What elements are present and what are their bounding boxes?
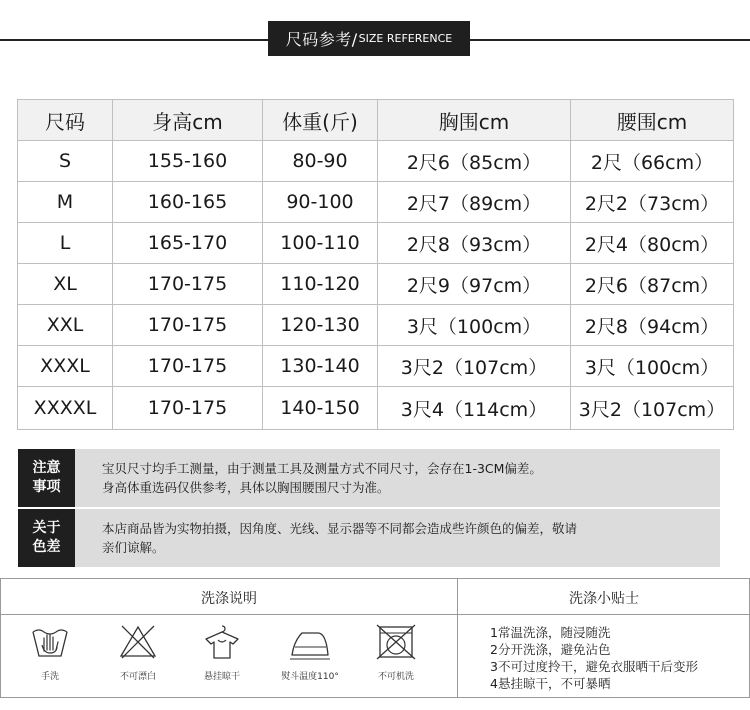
table-row — [18, 182, 734, 223]
cell-height: 170-175 — [113, 346, 263, 387]
cell-weight: 90-100 — [263, 182, 378, 223]
table-row — [18, 305, 734, 346]
header-cell: 胸围cm — [378, 100, 571, 141]
size-table-header — [18, 100, 734, 141]
cell-height: 155-160 — [113, 141, 263, 182]
note-text — [102, 519, 712, 557]
care-icon-label: 手洗 — [40, 672, 59, 682]
note-text — [102, 459, 712, 497]
cell-weight: 110-120 — [263, 264, 378, 305]
hand-wash-icon — [30, 623, 70, 661]
care-icon-label: 不可漂白 — [119, 672, 156, 682]
header-cell: 腰围cm — [571, 100, 734, 141]
note-tag: 关于色差 — [18, 509, 75, 567]
note-color-difference — [18, 509, 720, 567]
iron-icon — [288, 623, 332, 661]
header-line-right — [470, 39, 750, 41]
cell-chest: 2尺9（97cm） — [378, 264, 571, 305]
care-tips-list — [490, 624, 698, 692]
header-cell: 尺码 — [18, 100, 113, 141]
note-line: 亲们谅解。 — [102, 540, 165, 555]
cell-chest: 2尺8（93cm） — [378, 223, 571, 264]
cell-chest: 3尺（100cm） — [378, 305, 571, 346]
cell-waist: 3尺（100cm） — [571, 346, 734, 387]
care-icon-no-bleach — [103, 623, 173, 682]
header-line-left — [0, 39, 268, 41]
header-cell: 体重(斤) — [263, 100, 378, 141]
cell-chest: 3尺2（107cm） — [378, 346, 571, 387]
no-bleach-icon — [118, 623, 158, 661]
note-attention — [18, 449, 720, 507]
cell-size: L — [18, 223, 113, 264]
care-instructions-title: 洗涤说明 — [201, 591, 257, 607]
care-tips-title: 洗涤小贴士 — [569, 591, 639, 607]
hang-dry-icon — [202, 623, 242, 661]
tip-item: 1常温洗涤，随浸随洗 — [490, 625, 611, 640]
tip-item: 3不可过度拎干，避免衣服晒干后变形 — [490, 659, 698, 674]
cell-height: 170-175 — [113, 264, 263, 305]
no-machine-wash-icon — [374, 623, 418, 661]
cell-chest: 3尺4（114cm） — [378, 387, 571, 430]
header-cell: 身高cm — [113, 100, 263, 141]
cell-chest: 2尺6（85cm） — [378, 141, 571, 182]
cell-waist: 2尺（66cm） — [571, 141, 734, 182]
cell-waist: 3尺2（107cm） — [571, 387, 734, 430]
cell-height: 170-175 — [113, 305, 263, 346]
care-icon-label: 熨斗温度110° — [281, 672, 339, 682]
cell-size: XXXXL — [18, 387, 113, 430]
cell-waist: 2尺8（94cm） — [571, 305, 734, 346]
cell-chest: 2尺7（89cm） — [378, 182, 571, 223]
care-icon-label: 不可机洗 — [377, 672, 414, 682]
care-icon-iron — [275, 623, 345, 682]
cell-size: XL — [18, 264, 113, 305]
table-row — [18, 223, 734, 264]
cell-size: XXXL — [18, 346, 113, 387]
care-icon-hand-wash — [15, 623, 85, 682]
cell-height: 165-170 — [113, 223, 263, 264]
note-line: 身高体重选码仅供参考，具体以胸围腰围尺寸为准。 — [102, 480, 390, 495]
cell-weight: 120-130 — [263, 305, 378, 346]
table-row — [18, 141, 734, 182]
title-en: SIZE REFERENCE — [358, 32, 453, 45]
cell-size: XXL — [18, 305, 113, 346]
cell-weight: 130-140 — [263, 346, 378, 387]
cell-weight: 140-150 — [263, 387, 378, 430]
care-icon-label: 悬挂晾干 — [203, 672, 240, 682]
cell-weight: 80-90 — [263, 141, 378, 182]
tip-item: 4悬挂晾干，不可暴晒 — [490, 676, 611, 691]
table-row — [18, 264, 734, 305]
care-icon-hang-dry — [187, 623, 257, 682]
cell-waist: 2尺6（87cm） — [571, 264, 734, 305]
page-title — [268, 21, 470, 56]
cell-weight: 100-110 — [263, 223, 378, 264]
note-line: 本店商品皆为实物拍摄，因角度、光线、显示器等不同都会造成些许颜色的偏差，敬请 — [102, 521, 578, 536]
size-table — [17, 99, 734, 430]
cell-size: S — [18, 141, 113, 182]
note-line: 宝贝尺寸均手工测量，由于测量工具及测量方式不同尺寸，会存在1-3CM偏差。 — [102, 461, 542, 476]
care-divider-horizontal — [1, 614, 749, 615]
cell-waist: 2尺2（73cm） — [571, 182, 734, 223]
tip-item: 2分开洗涤，避免沾色 — [490, 642, 611, 657]
note-tag: 注意事项 — [18, 449, 75, 507]
table-row — [18, 387, 734, 430]
care-section — [0, 578, 750, 698]
cell-size: M — [18, 182, 113, 223]
table-row — [18, 346, 734, 387]
cell-waist: 2尺4（80cm） — [571, 223, 734, 264]
cell-height: 160-165 — [113, 182, 263, 223]
care-icon-no-machine-wash — [361, 623, 431, 682]
cell-height: 170-175 — [113, 387, 263, 430]
title-zh: 尺码参考/ — [285, 30, 358, 49]
